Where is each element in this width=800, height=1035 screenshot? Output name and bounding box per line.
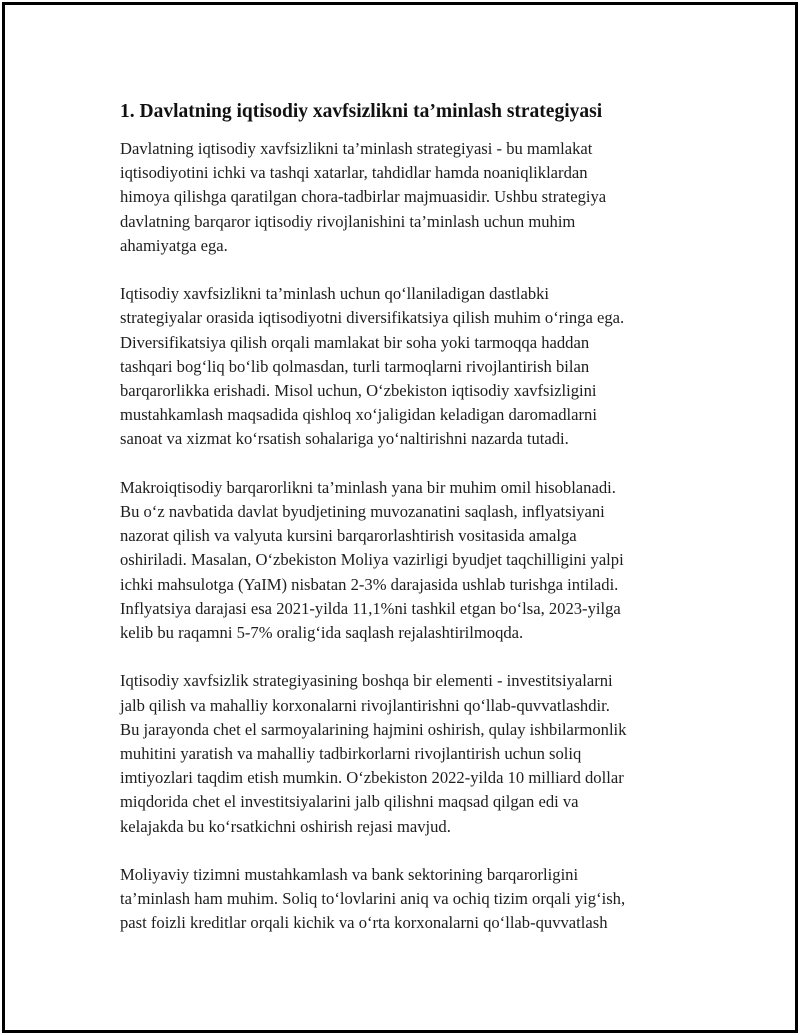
text-line: Makroiqtisodiy barqarorlikni ta’minlash yana bir muhim omil hisoblanadi. [120,477,616,497]
section-heading: 1. Davlatning iqtisodiy xavfsizlikni ta’minlash strategiyasi [120,101,603,122]
text-line: tashqari bog‘liq bo‘lib qolmasdan, turli tarmoqlarni rivojlantirish bilan [120,356,590,376]
paragraph-1 [120,137,700,258]
text-line: ta’minlash ham muhim. Soliq to‘lovlarini aniq va ochiq tizim orqali yig‘ish, [120,889,626,909]
text-line: kelajakda bu ko‘rsatkichni oshirish rejasi mavjud. [120,816,451,836]
paragraph-4 [120,669,700,838]
text-line: himoya qilishga qaratilgan chora-tadbirlar majmuasidir. Ushbu strategiya [120,187,607,207]
text-line: oshiriladi. Masalan, O‘zbekiston Moliya vazirligi byudjet taqchilligini yalpi [120,550,624,570]
text-line: strategiyalar orasida iqtisodiyotni diversifikatsiya qilish muhim o‘ringa ega. [120,308,625,328]
page-frame [2,2,798,1033]
text-line: nazorat qilish va valyuta kursini barqarorlashtirish vositasida amalga [120,526,577,546]
paragraph-3 [120,476,700,645]
text-line: mustahkamlash maqsadida qishloq xo‘jaligidan keladigan daromadlarni [120,405,597,425]
text-line: Diversifikatsiya qilish orqali mamlakat bir soha yoki tarmoqqa haddan [120,332,590,352]
document-body [120,99,700,960]
text-line: Davlatning iqtisodiy xavfsizlikni ta’minlash strategiyasi - bu mamlakat [120,139,593,158]
text-line: ahamiyatga ega. [120,235,228,255]
text-line: jalb qilish va mahalliy korxonalarni rivojlantirishni qo‘llab-quvvatlashdir. [120,695,610,715]
text-line: barqarorlikka erishadi. Misol uchun, O‘zbekiston iqtisodiy xavfsizligini [120,381,597,401]
text-line: sanoat va xizmat ko‘rsatish sohalariga yo‘naltirishni nazarda tutadi. [120,429,569,449]
text-line: Inflyatsiya darajasi esa 2021-yilda 11,1%ni tashkil etgan bo‘lsa, 2023-yilga [120,598,621,618]
text-line: Iqtisodiy xavfsizlik strategiyasining boshqa bir elementi - investitsiyalarni [120,671,613,691]
text-line: imtiyozlari taqdim etish mumkin. O‘zbekiston 2022-yilda 10 milliard dollar [120,768,624,788]
text-line: muhitini yaratish va mahalliy tadbirkorlarni rivojlantirish uchun soliq [120,744,582,764]
text-line: Bu o‘z navbatida davlat byudjetining muvozanatini saqlash, inflyatsiyani [120,502,605,522]
text-line: Moliyaviy tizimni mustahkamlash va bank sektorining barqarorligini [120,865,579,885]
text-line: kelib bu raqamni 5-7% oralig‘ida saqlash rejalashtirilmoqda. [120,623,524,643]
text-line: past foizli kreditlar orqali kichik va o‘rta korxonalarni qo‘llab-quvvatlash [120,913,608,933]
text-line: iqtisodiyotini ichki va tashqi xatarlar, tahdidlar hamda noaniqliklardan [120,163,588,183]
paragraph-2 [120,282,700,451]
text-line: miqdorida chet el investitsiyalarini jalb qilishni maqsad qilgan edi va [120,792,579,812]
text-line: Iqtisodiy xavfsizlikni ta’minlash uchun qo‘llaniladigan dastlabki [120,284,550,304]
paragraph-5 [120,863,700,936]
text-line: davlatning barqaror iqtisodiy rivojlanishini ta’minlash uchun muhim [120,211,576,231]
text-line: ichki mahsulotga (YaIM) nisbatan 2-3% darajasida ushlab turishga intiladi. [120,574,619,594]
text-line: Bu jarayonda chet el sarmoyalarining hajmini oshirish, qulay ishbilarmonlik [120,719,627,739]
